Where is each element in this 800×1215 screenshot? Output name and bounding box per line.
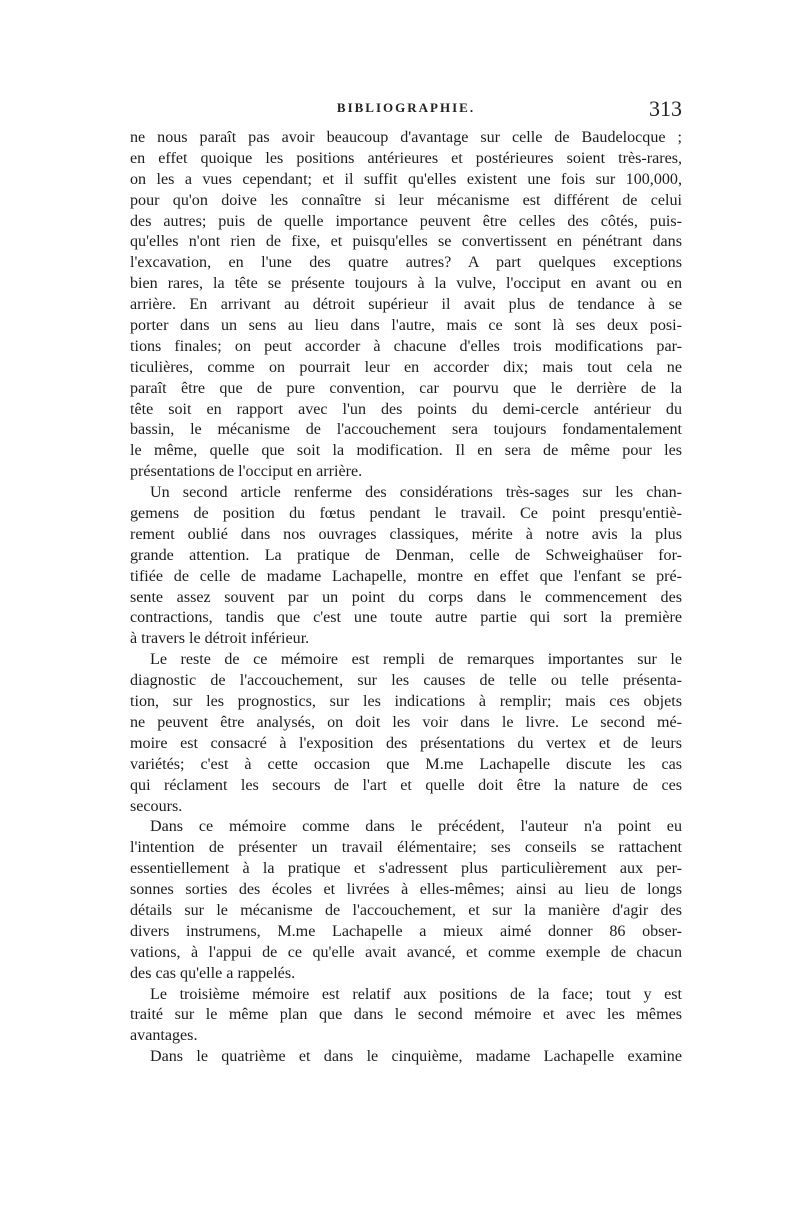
- text-line: bassin, le mécanisme de l'accouchement sera toujours fondamentalement: [130, 421, 682, 439]
- text-line: grande attention. La pratique de Denman, celle de Schweighaüser for-: [130, 546, 682, 564]
- text-line: avantages.: [130, 1027, 198, 1045]
- text-line: le même, quelle que soit la modification. Il en sera de même pour les: [130, 442, 682, 460]
- text-line: arrière. En arrivant au détroit supérieur il avait plus de tendance à se: [130, 296, 682, 314]
- text-line: gemens de position du fœtus pendant le travail. Ce point presqu'entiè-: [130, 505, 682, 523]
- text-line: bien rares, la tête se présente toujours à la vulve, l'occiput en avant ou en: [130, 275, 682, 293]
- text-line: tête soit en rapport avec l'un des points du demi-cercle antérieur du: [130, 400, 682, 418]
- text-line: des autres; puis de quelle importance peuvent être celles des côtés, puis-: [130, 212, 682, 230]
- text-line: ne nous paraît pas avoir beaucoup d'avantage sur celle de Baudelocque ;: [130, 129, 682, 146]
- text-line: présentations de l'occiput en arrière.: [130, 463, 363, 481]
- text-line: l'intention de présenter un travail élémentaire; ses conseils se rattachent: [130, 839, 682, 857]
- text-line: Dans le quatrième et dans le cinquième, madame Lachapelle examine: [150, 1048, 682, 1066]
- text-line: Un second article renferme des considérations très-sages sur les chan-: [150, 484, 682, 502]
- text-line: l'excavation, en l'une des quatre autres? A part quelques exceptions: [130, 254, 682, 272]
- text-line: tions finales; on peut accorder à chacune d'elles trois modifications par-: [130, 337, 682, 355]
- text-line: tifiée de celle de madame Lachapelle, montre en effet que l'enfant se pré-: [130, 567, 682, 585]
- page-number: 313: [649, 96, 682, 121]
- text-line: tion, sur les prognostics, sur les indications à remplir; mais ces objets: [130, 693, 682, 711]
- text-line: sente assez souvent par un point du corps dans le commencement des: [130, 588, 682, 606]
- text-line: traité sur le même plan que dans le second mémoire et avec les mêmes: [130, 1006, 682, 1024]
- running-head: [130, 96, 682, 126]
- text-line: vations, à l'appui de ce qu'elle avait avancé, et comme exemple de chacun: [130, 943, 682, 961]
- text-line: secours.: [130, 797, 183, 815]
- text-line: moire est consacré à l'exposition des présentations du vertex et de leurs: [130, 734, 682, 752]
- text-line: ticulières, comme on pourrait leur en accorder dix; mais tout cela ne: [130, 358, 682, 376]
- text-line: essentiellement à la pratique et s'adressent plus particulièrement aux per-: [130, 860, 682, 878]
- text-line: qui réclament les secours de l'art et quelle doit être la nature de ces: [130, 776, 682, 794]
- text-line: en effet quoique les positions antérieures et postérieures soient très-rares,: [130, 149, 682, 167]
- text-line: Dans ce mémoire comme dans le précédent, l'auteur n'a point eu: [150, 818, 682, 836]
- text-line: des cas qu'elle a rappelés.: [130, 964, 296, 982]
- text-line: diagnostic de l'accouchement, sur les causes de telle ou telle présenta-: [130, 672, 682, 690]
- running-title: BIBLIOGRAPHIE.: [336, 100, 476, 115]
- text-line: variétés; c'est à cette occasion que M.me Lachapelle discute les cas: [130, 755, 682, 773]
- text-line: porter dans un sens au lieu dans l'autre, mais ce sont là ses deux posi-: [130, 317, 682, 335]
- body-text: [130, 128, 682, 1068]
- text-line: Le reste de ce mémoire est rempli de remarques importantes sur le: [150, 651, 682, 669]
- text-line: rement oublié dans nos ouvrages classiques, mérite à notre avis la plus: [130, 525, 682, 543]
- text-line: ne peuvent être analysés, on doit les voir dans le livre. Le second mé-: [130, 713, 682, 731]
- text-line: pour qu'on doive les connaître si leur mécanisme est différent de celui: [130, 191, 682, 209]
- text-line: contractions, tandis que c'est une toute autre partie qui sort la première: [130, 609, 682, 627]
- text-line: qu'elles n'ont rien de fixe, et puisqu'elles se convertissent en pénétrant dans: [130, 233, 682, 251]
- text-line: paraît être que de pure convention, car pourvu que le derrière de la: [130, 379, 682, 397]
- text-line: divers instrumens, M.me Lachapelle a mieux aimé donner 86 obser-: [130, 922, 682, 940]
- text-line: Le troisième mémoire est relatif aux positions de la face; tout y est: [150, 985, 682, 1003]
- text-line: on les a vues cependant; et il suffit qu'elles existent une fois sur 100,000,: [130, 170, 682, 188]
- text-line: à travers le détroit inférieur.: [130, 630, 310, 648]
- text-line: détails sur le mécanisme de l'accouchement, et sur la manière d'agir des: [130, 901, 682, 919]
- text-line: sonnes sorties des écoles et livrées à elles-mêmes; ainsi au lieu de longs: [130, 881, 682, 899]
